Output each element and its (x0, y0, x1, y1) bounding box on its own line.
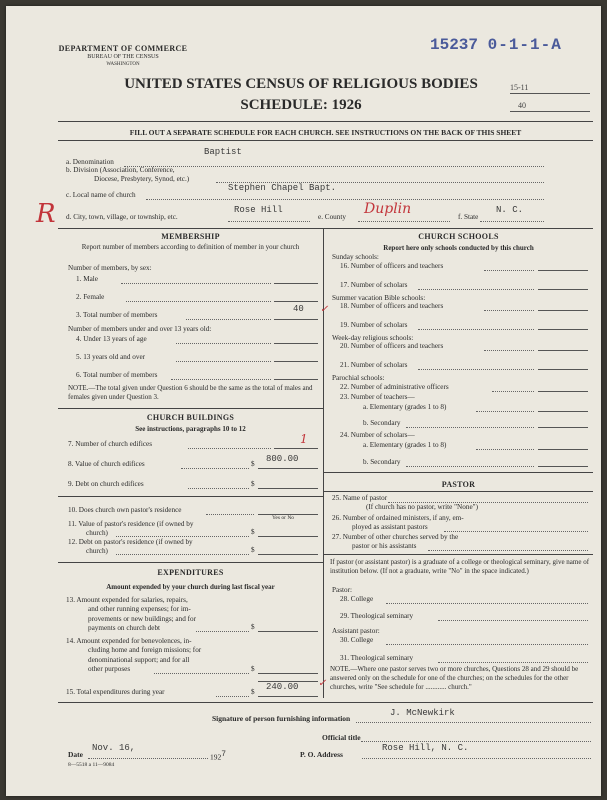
code-mark-2: 40 (518, 101, 526, 110)
q25-pastor-name: 25. Name of pastor (332, 494, 388, 502)
q13-salaries-expenses: 13. Amount expended for salaries, repairs, and other running expenses; for im- provements or new buildings; and for payments on church debt (66, 596, 196, 632)
q26-ordained-ministers: 26. Number of ordained ministers, if any, em- ployed as assistant pastors (332, 514, 464, 531)
q19-summer-scholars: 19. Number of scholars (340, 321, 408, 329)
assistant-pastor-label: Assistant pastor: (332, 627, 380, 635)
q23a-elementary: a. Elementary (grades 1 to 8) (363, 403, 447, 411)
church-schools-heading: CHURCH SCHOOLS (418, 232, 499, 241)
q6-total-members: 6. Total number of members (76, 371, 158, 379)
q29-theological-seminary: 29. Theological seminary (340, 612, 414, 620)
q5-13-and-over: 5. 13 years old and over (76, 353, 146, 361)
q15-total-expenditures: 15. Total expenditures during year (66, 688, 165, 696)
q21-weekday-scholars: 21. Number of scholars (340, 361, 408, 369)
q9-debt-on-edifices: 9. Debt on church edifices (68, 480, 144, 488)
q23b-secondary: b. Secondary (363, 419, 401, 427)
year-prefix: $192^7$ (210, 750, 227, 762)
q15-check-mark: ✓ (318, 678, 327, 689)
q17-sunday-scholars: 17. Number of scholars (340, 281, 408, 289)
age-label: Number of members under and over 13 years old: (68, 325, 212, 333)
signature-value: J. McNewkirk (390, 708, 455, 718)
bureau-name: BUREAU OF THE CENSUS (87, 54, 159, 60)
q7-value: 1 (300, 432, 308, 446)
handwritten-r-mark: R (36, 199, 56, 229)
q15-value: 240.00 (266, 682, 299, 692)
membership-subheading: Report number of members according to definition of member in your church (81, 243, 300, 251)
date-label: Date (68, 750, 83, 759)
census-form-sheet: DEPARTMENT OF COMMERCE BUREAU OF THE CENSUS WASHINGTON 15237 0-1-1-A 15-11 40 UNITED STATES CENSUS OF RELIGIOUS BODIES SCHEDULE: 1926 FILL OUT A SEPARATE SCHEDULE FOR EACH CHURCH. SEE INSTRUCTIONS ON THE BACK OF THIS SHEET a. Denomination Baptist b. Division (Association, Conference, Diocese, Presbytery, Synod, etc.) c. Local name of church Stephen Chapel Bapt. R d. City, town, village, or township, etc. Rose Hill e. County Duplin f. State N. C. MEMBERSHIP Report number of members according to definition of member in your church Number of members, by sex: 1. Male 2. Female 3. Total number of members 40 ✓ Number of members under and over 13 years old: 4. Under 13 years of age 5. 13 years old and over 6. Total number of members NOTE.—The total given under Question 6 should be the same as the total of males and females given under Question 3. CHURCH BUILDINGS See instructions, paragraphs 10 to 12 7. Number of church edifices 1 8. Value of church edifices $ 800.00 9. Debt on church edifices $ 10. Does church own pastor's residence Yes or No 11. Value of pastor's residence (if owned by church) $ 12. Debt on pastor's residence (if owned by church) $ EXPENDITURES Amount expended by your church during last fiscal year 13. Amount expended for salaries, repairs, and other running expenses; for im- provements or new buildings; and for payments on church debt $ 14. Amount expended for benevolences, in- cluding home and foreign missions; for denominational support; and for all other purposes $ 15. Total expenditures during year $ 240.00 ✓ CHURCH SCHOOLS Report here only schools conducted by this church Sunday schools: 16. Number of officers and teachers 17. Number of scholars Summer vacation Bible schools: 18. Number of officers and teachers 19. Number of scholars Week-day religious schools: 20. Number of officers and teachers 21. Number of scholars Parochial schools: 22. Number of administrative officers 23. Number of teachers— a. Elementary (grades 1 to 8) b. Secondary 24. Number of scholars— a. Elementary (grades 1 to 8) b. Secondary PASTOR 25. Name of pastor (If church has no pastor, write "None") 26. Number of ordained ministers, if any, em- ployed as assistant pastors 27. Number of other churches served by the pastor or his assistants If pastor (or assistant pastor) is a graduate of a college or theological seminary, give name of institution below. (If not a graduate, write "No" in the space indicated.) Pastor: 28. College 29. Theological seminary Assistant pastor: 30. College 31. Theological seminary NOTE.—Where one pastor serves two or more churches, Questions 28 and 29 should be answered only on the schedule for one of the churches; on the schedules for the other churches, write "See schedule for ............ church." Signature of person furnishing information J. McNewkirk Official title Date Nov. 16, $192^7$ P. O. Address Rose Hill, N. C. 8—5518 a 11—9084 (6, 6, 601, 796)
q24b-secondary: b. Secondary (363, 458, 401, 466)
q25-hint: (If church has no pastor, write "None") (366, 503, 478, 511)
q14-benevolences: 14. Amount expended for benevolences, in- cluding home and foreign missions; for denominational support; and for all other purposes (66, 637, 202, 673)
denomination-label: a. Denomination (66, 158, 114, 166)
pastor-note: NOTE.—Where one pastor serves two or more churches, Questions 28 and 29 should be answered only on the schedule for one of the churches; on the schedules for the other churches, write "See schedule for ............ church." (330, 665, 579, 691)
yes-or-no-hint: Yes or No (272, 515, 295, 521)
membership-heading: MEMBERSHIP (161, 232, 220, 241)
expenditures-heading: EXPENDITURES (157, 568, 224, 577)
q7-church-edifices: 7. Number of church edifices (68, 440, 153, 448)
q3-total-members-value: 40 (293, 304, 304, 314)
q18-summer-officers: 18. Number of officers and teachers (340, 302, 444, 310)
church-buildings-subheading: See instructions, paragraphs 10 to 12 (135, 425, 246, 433)
members-by-sex-label: Number of members, by sex: (68, 264, 152, 272)
instruction-banner: FILL OUT A SEPARATE SCHEDULE FOR EACH CHURCH. SEE INSTRUCTIONS ON THE BACK OF THIS SHEET (129, 128, 522, 137)
q12-debt-on-residence: 12. Debt on pastor's residence (if owned by church) (68, 538, 193, 555)
code-mark-1: 15-11 (510, 83, 529, 92)
county-value: Duplin (364, 201, 412, 217)
weekday-label: Week-day religious schools: (332, 334, 414, 342)
county-label: e. County (318, 213, 346, 221)
church-name-label: c. Local name of church (66, 191, 136, 199)
sunday-schools-label: Sunday schools: (332, 253, 379, 261)
division-label: b. Division (Association, Conference, Diocese, Presbytery, Synod, etc.) (66, 166, 190, 183)
q3-check-mark: ✓ (320, 304, 329, 315)
pastor-heading: PASTOR (441, 480, 476, 489)
state-value: N. C. (496, 205, 524, 215)
expenditures-subheading: Amount expended by your church during last fiscal year (106, 583, 275, 591)
q2-female: 2. Female (76, 293, 105, 301)
official-title-label: Official title (322, 733, 361, 742)
q20-weekday-officers: 20. Number of officers and teachers (340, 342, 444, 350)
department-name: DEPARTMENT OF COMMERCE (58, 44, 188, 53)
form-title: UNITED STATES CENSUS OF RELIGIOUS BODIES (124, 76, 478, 92)
q11-value-of-residence: 11. Value of pastor's residence (if owned by church) (68, 520, 194, 537)
q30-college: 30. College (340, 636, 374, 644)
q28-college: 28. College (340, 595, 374, 603)
q24a-elementary: a. Elementary (grades 1 to 8) (363, 441, 447, 449)
parochial-label: Parochial schools: (332, 374, 385, 382)
signature-label: Signature of person furnishing information (212, 714, 351, 723)
q27-other-churches: 27. Number of other churches served by the pastor or his assistants (332, 533, 459, 550)
schedule-title: SCHEDULE: 1926 (240, 97, 362, 113)
q10-pastors-residence: 10. Does church own pastor's residence (68, 506, 182, 514)
q22-administrative-officers: 22. Number of administrative officers (340, 383, 449, 391)
q16-sunday-officers: 16. Number of officers and teachers (340, 262, 444, 270)
q24-scholars: 24. Number of scholars— (340, 431, 415, 439)
serial-number-stamp: 15237 0-1-1-A (430, 36, 562, 54)
pastor-label: Pastor: (332, 586, 352, 594)
summer-vacation-label: Summer vacation Bible schools: (332, 294, 426, 302)
q8-value-of-edifices: 8. Value of church edifices (68, 460, 145, 468)
city-value: Rose Hill (234, 205, 283, 215)
city-label: d. City, town, village, or township, etc. (66, 213, 178, 221)
state-label: f. State (458, 213, 479, 221)
city-name: WASHINGTON (106, 62, 140, 67)
pastor-graduate-instruction: If pastor (or assistant pastor) is a graduate of a college or theological seminary, give name of institution below. (If not a graduate, write "No" in the space indicated.) (330, 558, 590, 575)
church-buildings-heading: CHURCH BUILDINGS (146, 413, 235, 422)
date-value: Nov. 16, (92, 743, 136, 753)
q8-value: 800.00 (266, 454, 299, 464)
church-schools-subheading: Report here only schools conducted by this church (383, 244, 534, 252)
denomination-value: Baptist (204, 147, 242, 157)
q3-total-members: 3. Total number of members (76, 311, 158, 319)
po-address-value: Rose Hill, N. C. (382, 743, 469, 753)
form-numbers: 8—5518 a 11—9084 (68, 762, 115, 768)
church-name-value: Stephen Chapel Bapt. (228, 183, 337, 193)
membership-note: NOTE.—The total given under Question 6 should be the same as the total of males and females given under Question 3. (68, 384, 313, 401)
q1-male: 1. Male (76, 275, 98, 283)
po-address-label: P. O. Address (300, 750, 343, 759)
q23-teachers: 23. Number of teachers— (340, 393, 415, 401)
q31-theological-seminary: 31. Theological seminary (340, 654, 414, 662)
q4-under-13: 4. Under 13 years of age (76, 335, 147, 343)
